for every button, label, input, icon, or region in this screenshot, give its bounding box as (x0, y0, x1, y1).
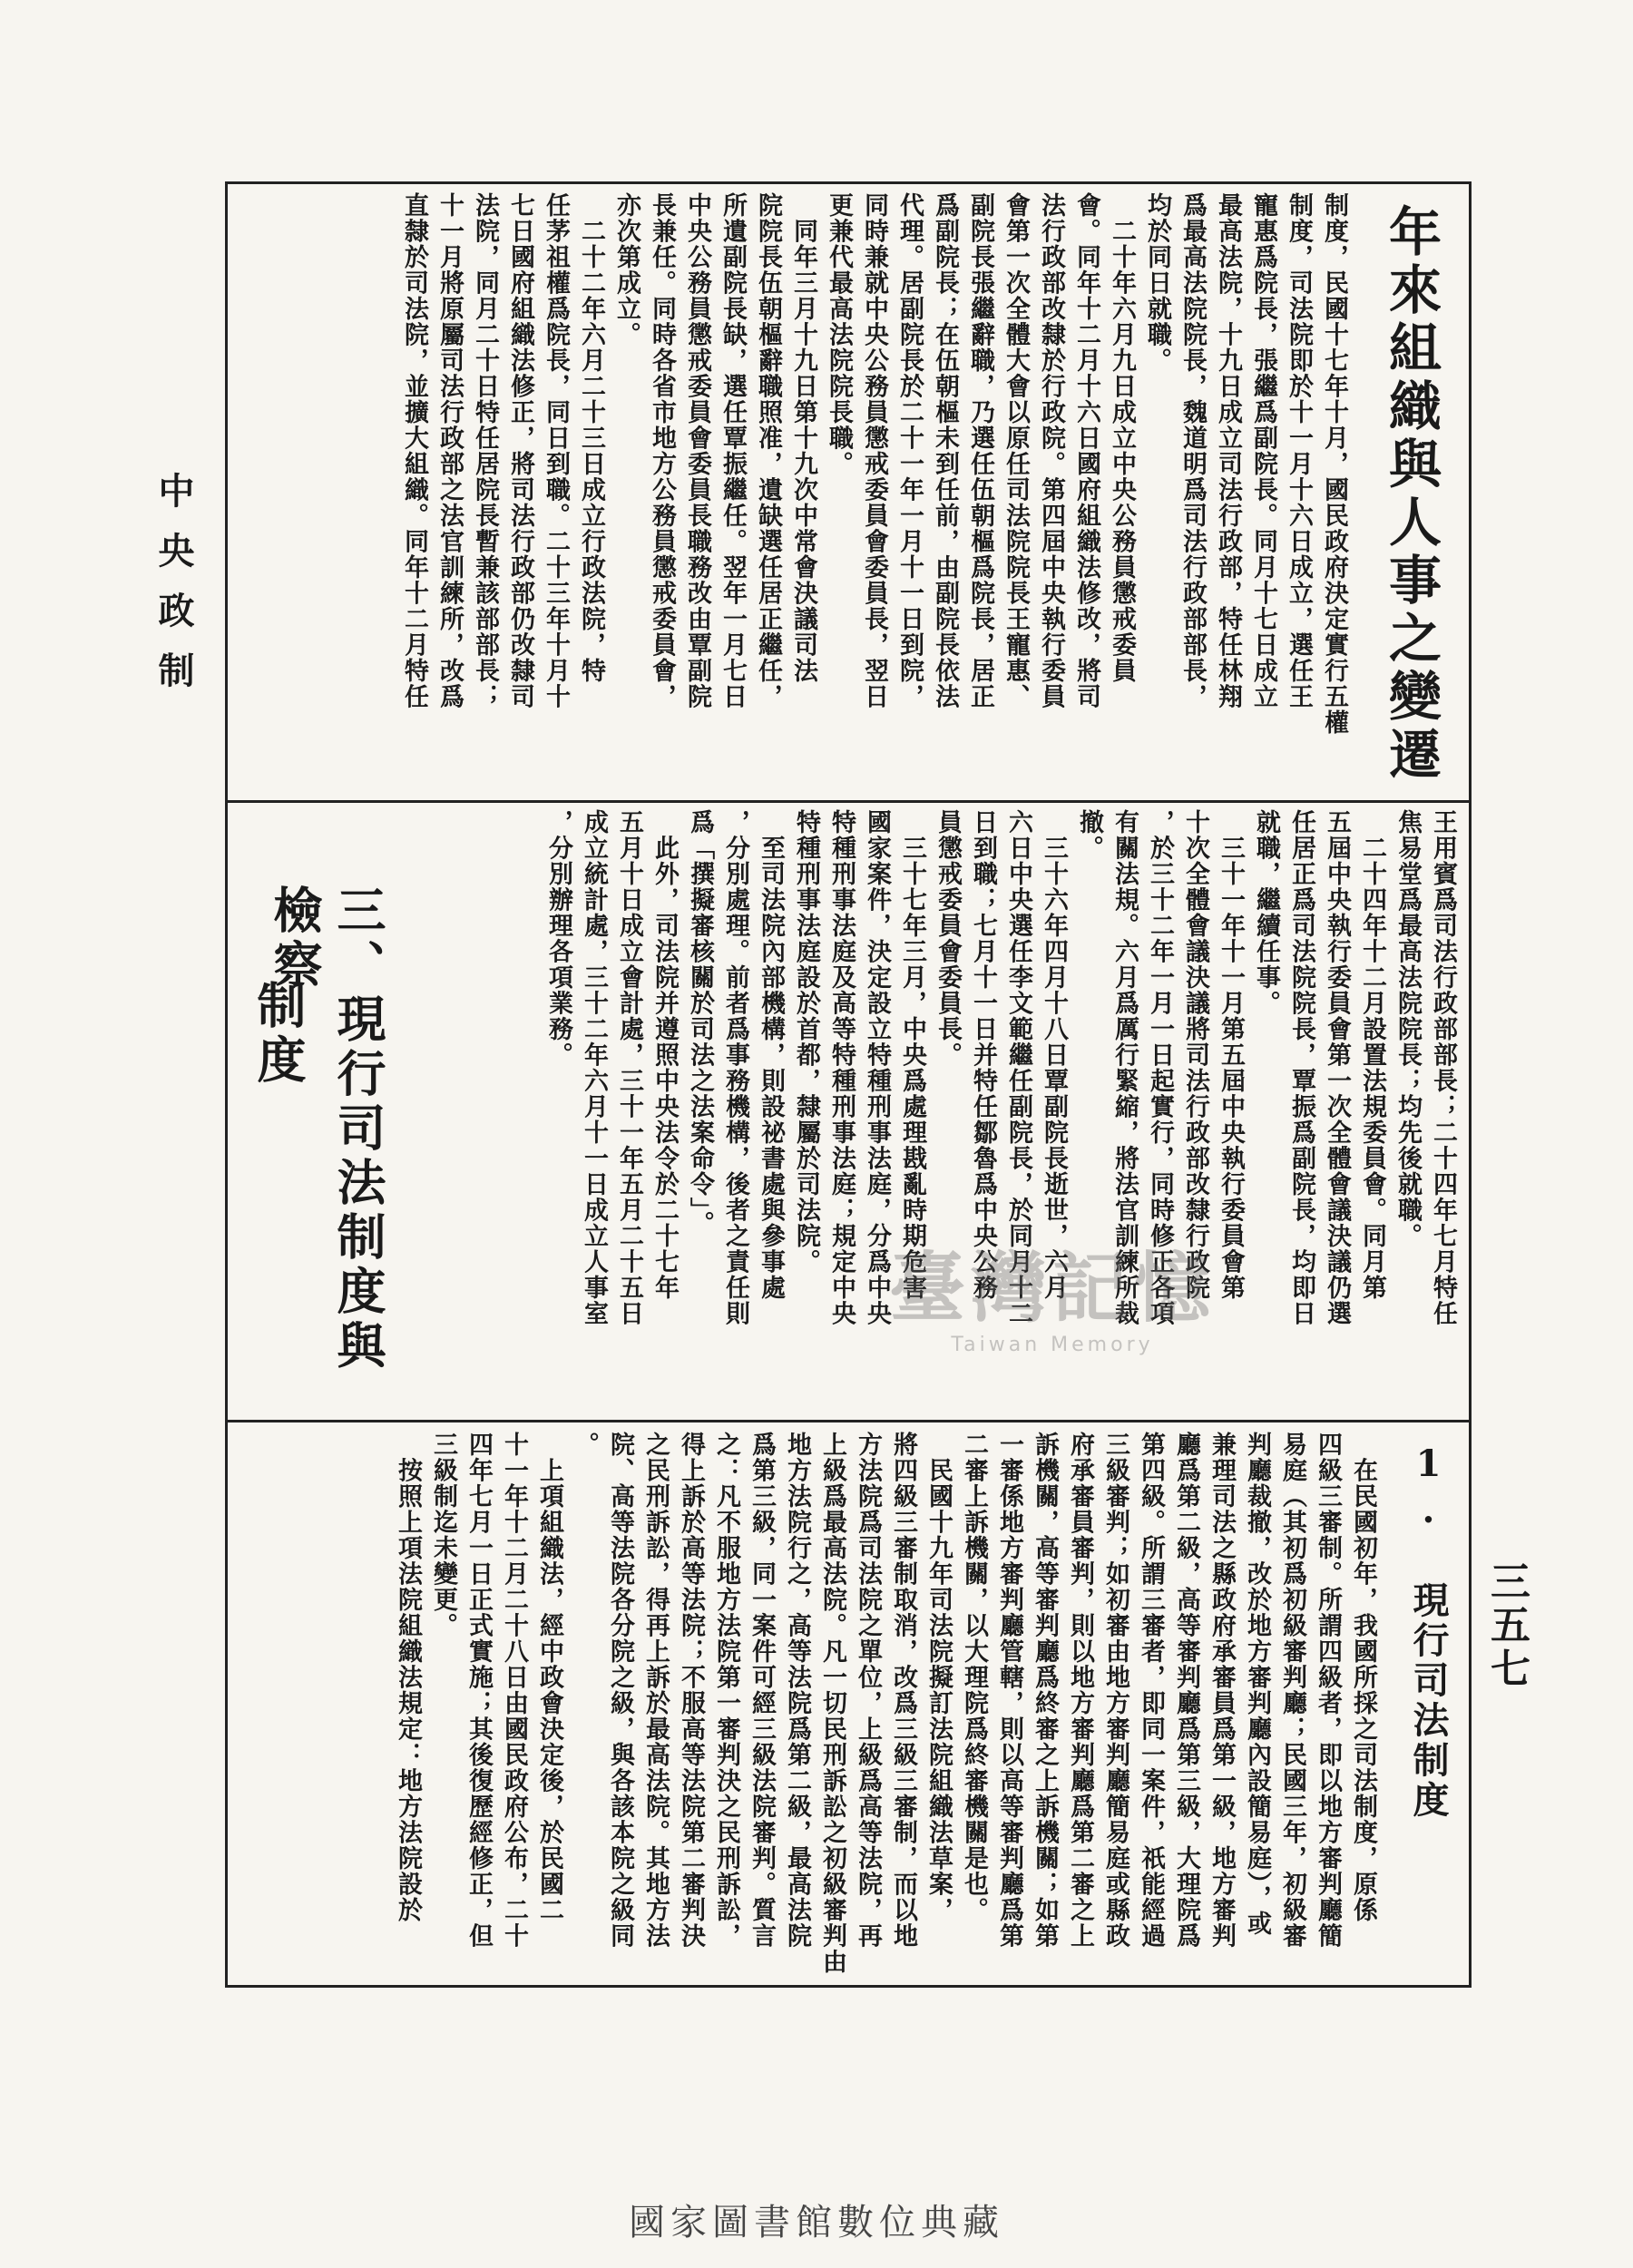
page-number: 三五七 (1483, 1560, 1530, 1691)
bottom-body-text: 在民國初年，我國所採之司法制度，原係 四級三審制。所謂四級者，即以地方審判廳簡 易庭（其初爲初級審判廳；民國三年，初級審 判廳裁撤，改於地方審判廳內設簡易庭），或 兼理司法之縣政府承審員爲第一級，地方審判 廳爲第二級，高等審判廳爲第三級，大理院爲 第四級。所謂三審者，即同一案件，祇能經過 三級審判；如初審由地方審判廳簡易庭或縣政 府承審員審判，則以地方審判廳爲第二審之上 訴機關，高等審判廳爲終審之上訴機關；如第 一審係地方審判廳管轄，則以高等審判廳爲第 二審上訴機關，以大理院爲終審機關是也。 民國十九年司法院擬訂法院組織法草案， 將四級三審制取消，改爲三級三審制，而以地 方法院爲司法院之單位，上級爲高等法院，再 上級爲最高法院。凡一切民刑訴訟之初級審判由 地方法院行之，高等法院爲第二級，最高法院 爲第三級，同一案件可經三級法院審判。質言 之：凡不服地方法院第一審判決之民刑訴訟， 得上訴於高等法院；不服高等法院第二審判決 之民刑訴訟，得再上訴於最高法院。其地方法 院、高等法院各分院之級，與各該本院之級同 。 上項組織法，經中政會決定後，於民國二 十一年十二月二十八日由國民政府公布，二十 四年七月一日正式實施；其後復歷經修正，但 三級制迄未變更。 按照上項法院組織法規定：地方法院設於 (394, 1432, 1377, 1975)
section-subheading-middle: 制度 (249, 980, 308, 1089)
watermark-main: 臺灣記憶 (888, 1244, 1216, 1333)
watermark-sub: Taiwan Memory (951, 1334, 1154, 1356)
footer-caption: 國家圖書館數位典藏 (629, 2202, 1004, 2244)
middle-body-text: 王用賓爲司法行政部部長；二十四年七月特任 焦易堂爲最高法院院長；均先後就職。 二十四年十二月設置法規委員會。同月第 五屆中央執行委員會第一次全體會議決議仍選 任居正爲司法院院長，覃振爲副院長，均即日 就職，繼續任事。 三十一年十一月第五屆中央執行委員會第 十次全體會議決議將司法行政部改隸行政院 ，於三十二年一月一日起實行，同時修正各項 有關法規。六月爲厲行緊縮，將法官訓練所裁 撤。 三十六年四月十八日覃副院長逝世，六月 六日中央選任李文範繼任副院長，於同月十二 日到職；七月十一日并特任鄒魯爲中央公務 員懲戒委員會委員長。 三十七年三月，中央爲處理戡亂時期危害 國家案件，決定設立特種刑事法庭，分爲中央 特種刑事法庭及高等特種刑事法庭；規定中央 特種刑事法庭設於首都，隸屬於司法院。 至司法院內部機構，則設祕書處與參事處 ，分別處理。前者爲事務機構，後者之責任則 爲「撰擬審核關於司法之法案命令」。 此外，司法院并遵照中央法令於二十七年 五月十日成立會計處，三十一年五月二十五日 成立統計處，三十二年六月十一日成立人事室 ，分別辦理各項業務。 (544, 809, 1457, 1326)
section-heading-middle: 三、現行司法制度與檢察 (266, 885, 387, 1374)
margin-title: 中央政制 (152, 472, 195, 711)
watermark (816, 1243, 1288, 1361)
section-divider-2 (225, 1420, 1469, 1422)
section-heading-bottom: 1. 現行司法制度 (1407, 1442, 1450, 1821)
section-divider-1 (225, 800, 1469, 803)
section-heading-top: 年來組織與人事之變遷 (1380, 204, 1442, 785)
top-body-text: 制度，民國十七年十月，國民政府決定實行五權 制度，司法院即於十一月十六日成立，選任王 寵惠爲院長，張繼爲副院長。同月十七日成立 最高法院，十九日成立司法行政部，特任林翔 爲最高法院院長，魏道明爲司法行政部部長， 均於同日就職。 二十年六月九日成立中央公務員懲戒委員 會。同年十二月十六日國府組織法修改，將司 法行政部改隸於行政院。第四屆中央執行委員 會第一次全體大會以原任司法院院長王寵惠、 副院長張繼辭職，乃選任伍朝樞爲院長，居正 爲副院長；在伍朝樞未到任前，由副院長依法 代理。居副院長於二十一年一月十一日到院， 同時兼就中央公務員懲戒委員會委員長，翌日 更兼代最高法院院長職。 同年三月十九日第十九次中常會決議司法 院院長伍朝樞辭職照准，遺缺選任居正繼任， 所遺副院長缺，選任覃振繼任。翌年一月七日 中央公務員懲戒委員會委員長職務改由覃副院 長兼任。同時各省市地方公務員懲戒委員會， 亦次第成立。 二十二年六月二十三日成立行政法院，特 任茅祖權爲院長，同日到職。二十三年十月十 七日國府組織法修正，將司法行政部仍改隸司 法院，同月二十日特任居院長暫兼該部部長； 十一月將原屬司法行政部之法官訓練所，改爲 直隸於司法院，並擴大組織。同年十二月特任 (400, 192, 1348, 736)
